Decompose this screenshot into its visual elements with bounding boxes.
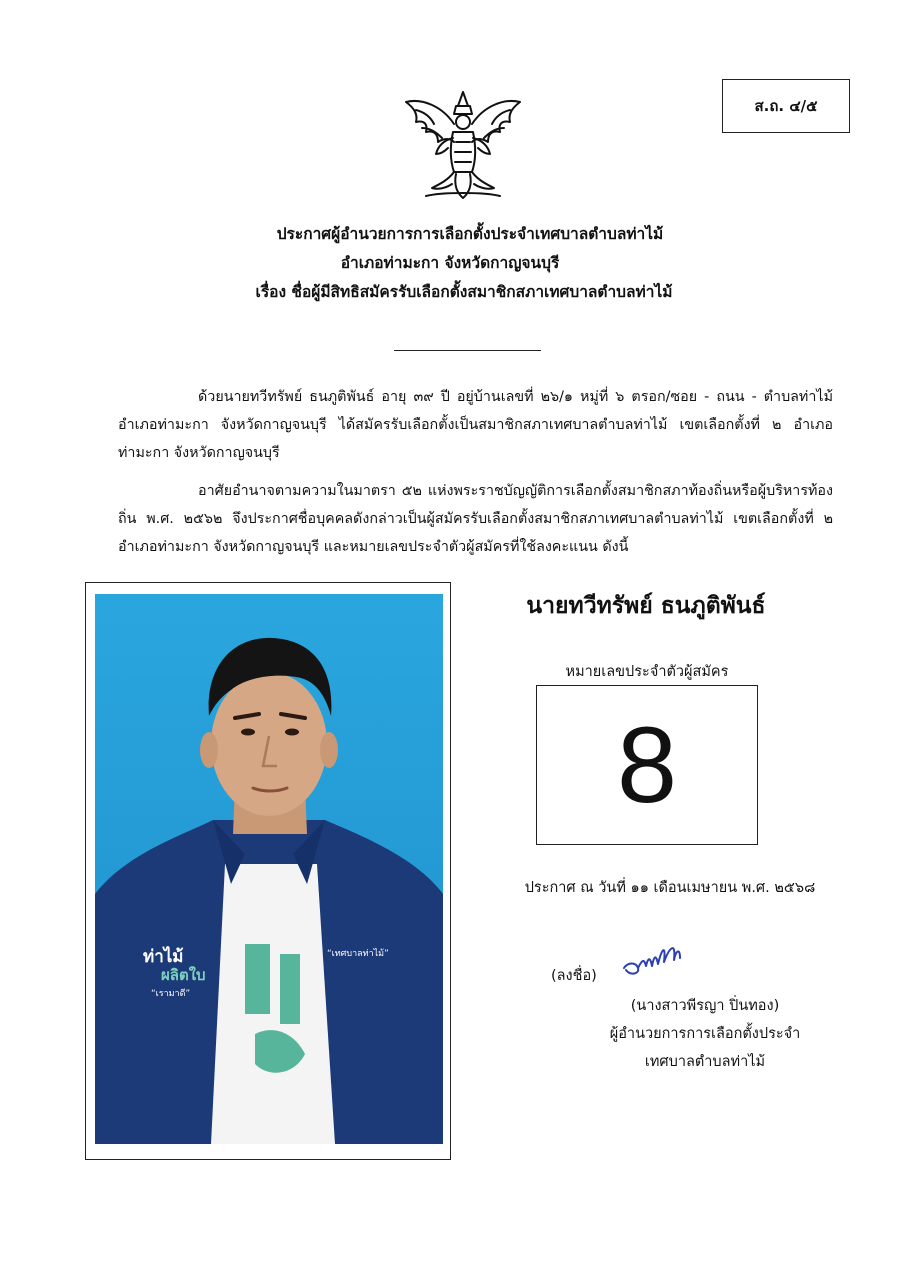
candidate-number-label: หมายเลขประจำตัวผู้สมัคร xyxy=(565,664,729,680)
signer-block xyxy=(540,992,870,1076)
form-code: ส.ถ. ๔/๕ xyxy=(754,97,818,115)
signer-name: (นางสาวพีรญา ปิ่นทอง) xyxy=(630,998,780,1014)
header-line-3: เรื่อง ชื่อผู้มีสิทธิสมัครรับเลือกตั้งสมาชิกสภาเทศบาลตำบลท่าไม้ xyxy=(255,283,673,301)
header-line-2: อำเภอท่ามะกา จังหวัดกาญจนบุรี xyxy=(340,254,560,272)
announcement-date: ประกาศ ณ วันที่ ๑๑ เดือนเมษายน พ.ศ. ๒๕๖๘ xyxy=(524,880,816,896)
announcement-header xyxy=(0,220,900,307)
jacket-text-left-2: ผลิตใบ xyxy=(161,966,206,984)
body-paragraph-2 xyxy=(118,477,833,561)
paragraph-2-text: อาศัยอำนาจตามความในมาตรา ๕๒ แห่งพระราชบัญญัติการเลือกตั้งสมาชิกสภาท้องถิ่นหรือผู้บริหารท้องถิ่น พ.ศ. ๒๕๖๒ จึงประกาศชื่อบุคคลดังกล่าวเป็นผู้สมัครรับเลือกตั้งสมาชิกสภาเทศบาลตำบลท่าไม้ เขตเลือกตั้งที่ ๒ อำเภอท่ามะกา จังหวัดกาญจนบุรี และหมายเลขประจำตัวผู้สมัครที่ใช้ลงคะแนน ดังนี้ xyxy=(118,483,833,555)
signer-title-line-1: ผู้อำนวยการการเลือกตั้งประจำ xyxy=(609,1026,801,1042)
candidate-number: 8 xyxy=(616,704,678,825)
jacket-text-left: ท่าไม้ xyxy=(143,947,184,967)
form-code-box xyxy=(722,79,850,133)
body-paragraph-1 xyxy=(118,383,833,467)
jacket-text-left-3: “เรามาดี” xyxy=(151,989,191,999)
paragraph-1-text: ด้วยนายทวีทรัพย์ ธนภูติพันธ์ อายุ ๓๙ ปี อยู่บ้านเลขที่ ๒๖/๑ หมู่ที่ ๖ ตรอก/ซอย - ถนน - ตำบลท่าไม้ อำเภอท่ามะกา จังหวัดกาญจนบุรี ได้สมัครรับเลือกตั้งเป็นสมาชิกสภาเทศบาลตำบลท่าไม้ เขตเลือกตั้งที่ ๒ อำเภอท่ามะกา จังหวัดกาญจนบุรี xyxy=(118,389,833,461)
garuda-emblem-icon xyxy=(398,84,528,206)
candidate-name: นายทวีทรัพย์ ธนภูติพันธ์ xyxy=(526,593,766,619)
signer-title-line-2: เทศบาลตำบลท่าไม้ xyxy=(644,1054,766,1070)
signature-prefix: (ลงชื่อ) xyxy=(551,968,597,984)
candidate-photo xyxy=(95,594,443,1144)
header-line-1: ประกาศผู้อำนวยการการเลือกตั้งประจำเทศบาลตำบลท่าไม้ xyxy=(276,225,664,243)
handwritten-signature xyxy=(618,938,698,982)
jacket-text-right: “เทศบาลท่าไม้” xyxy=(327,949,389,959)
header-divider xyxy=(394,350,541,351)
candidate-number-box xyxy=(536,685,758,845)
